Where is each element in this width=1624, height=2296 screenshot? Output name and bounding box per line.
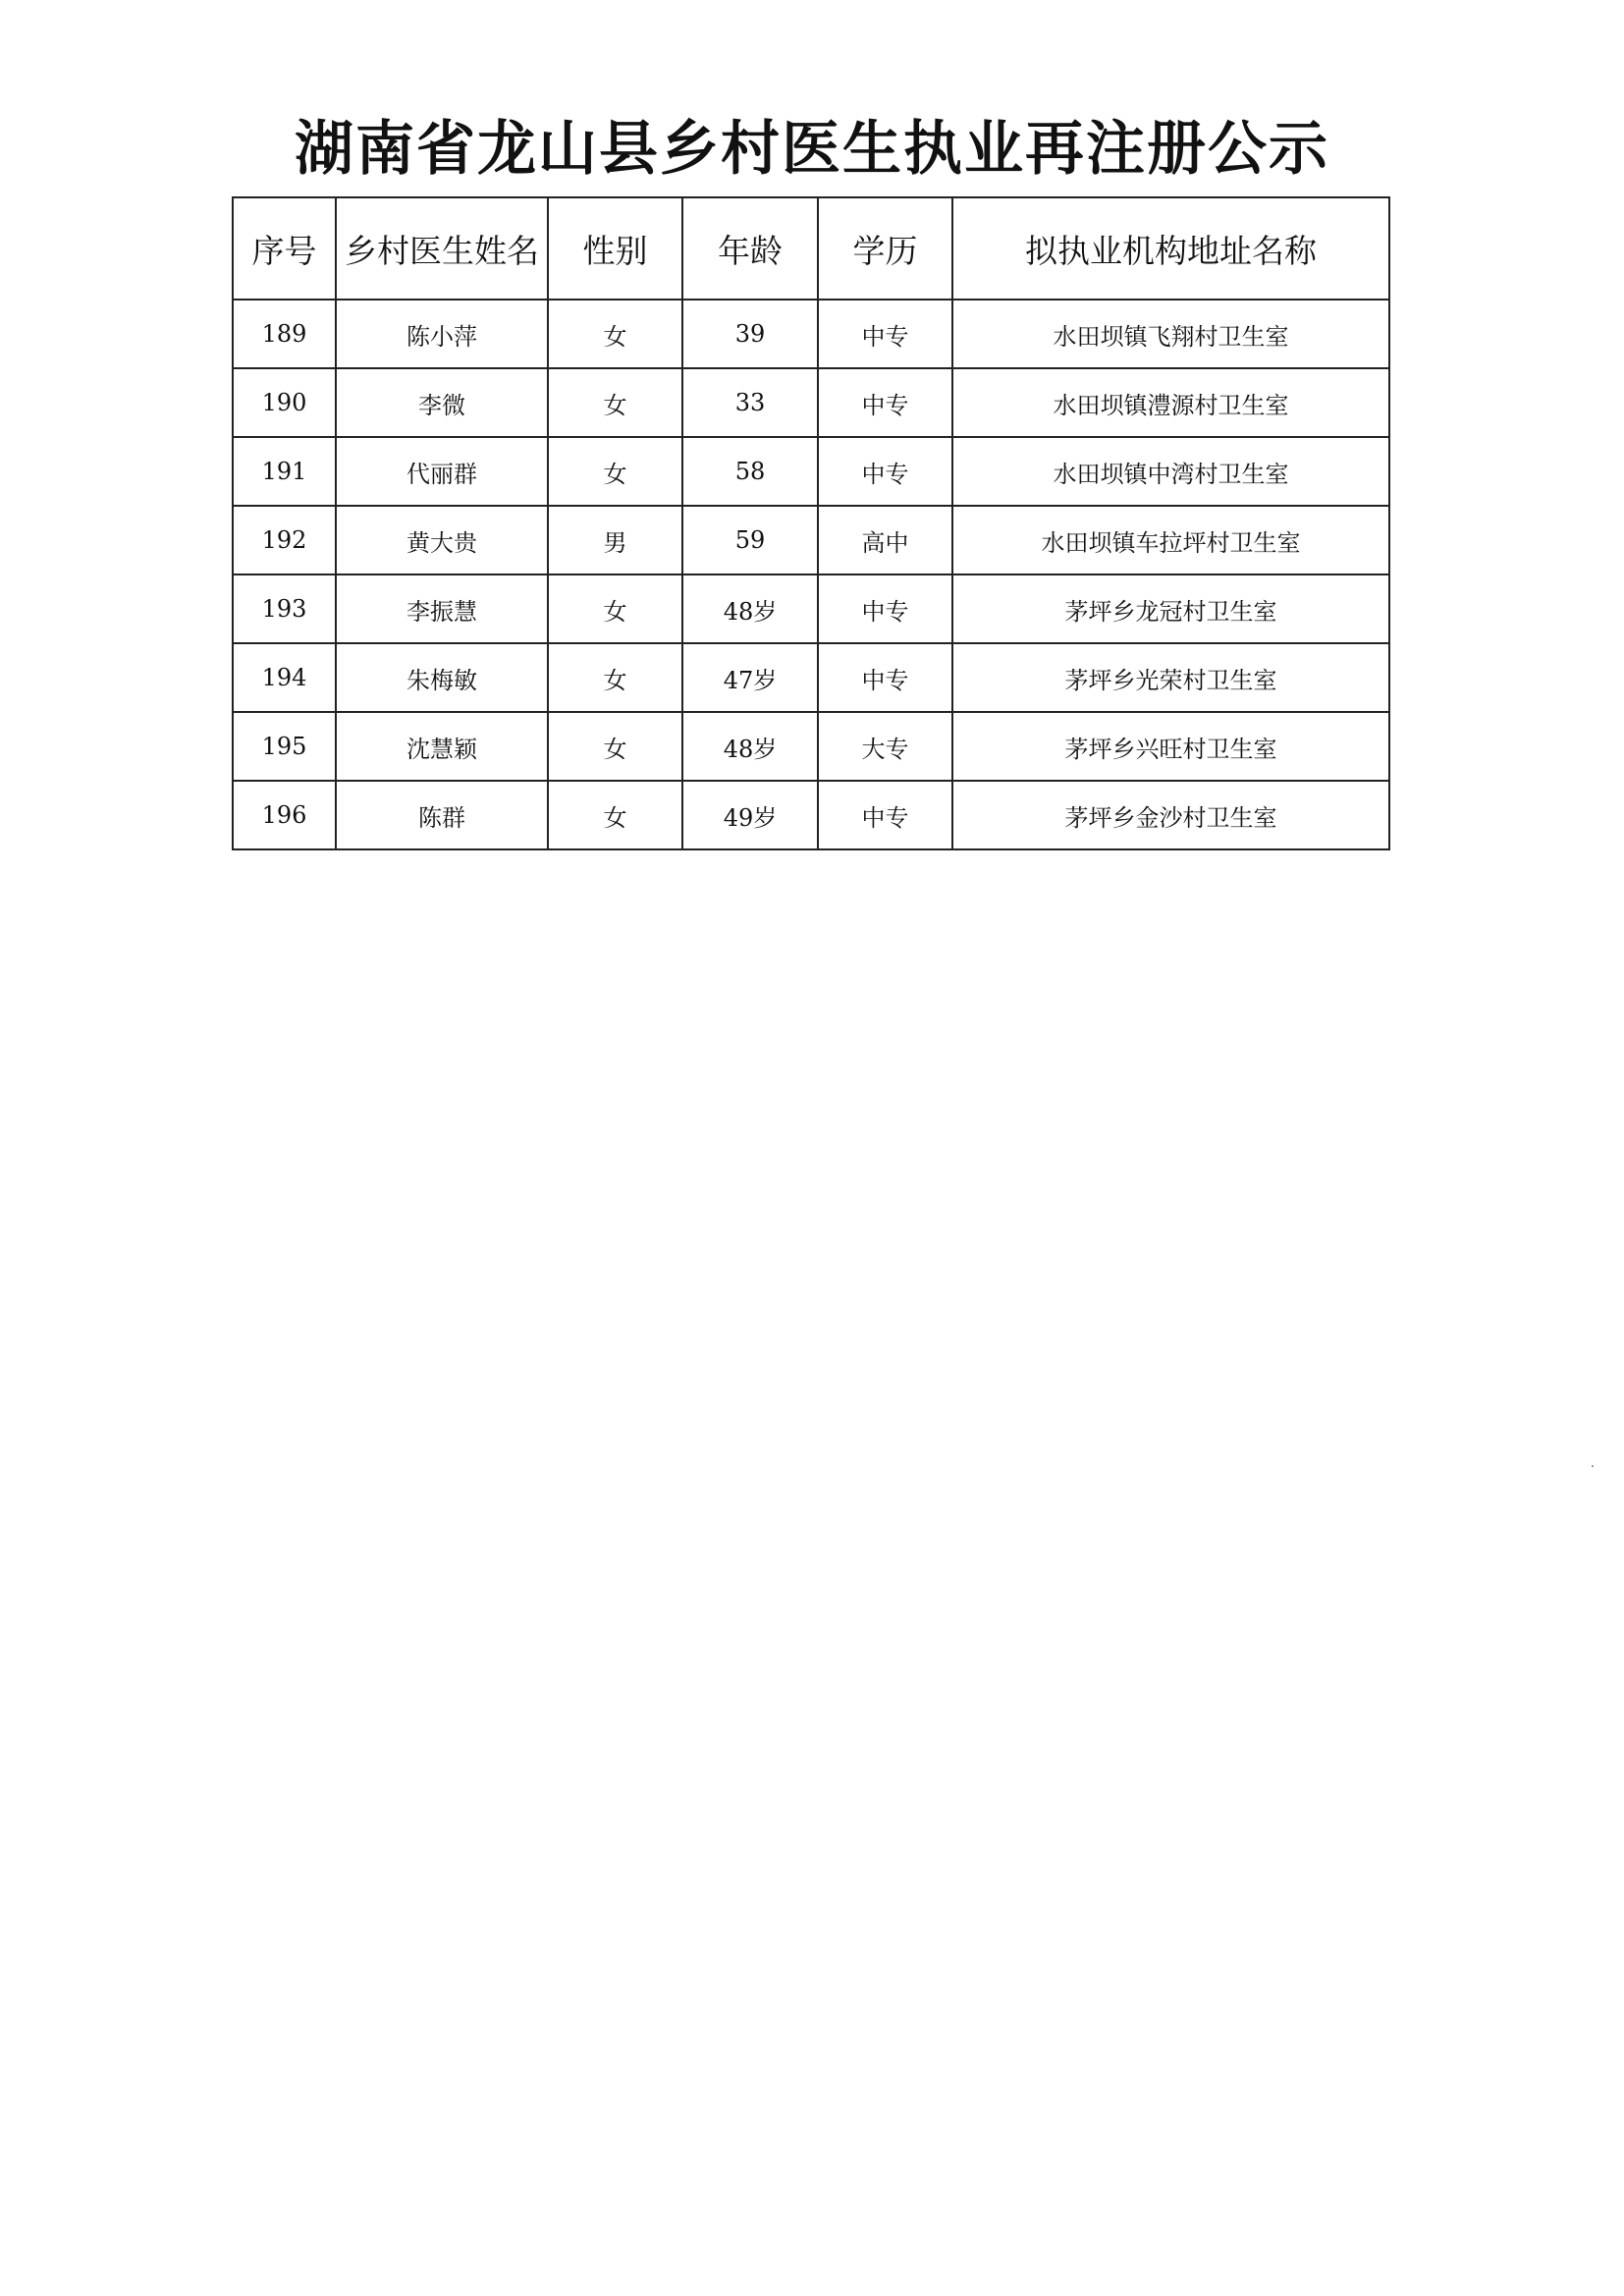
header-education: 学历: [818, 197, 952, 300]
cell-gender: 女: [548, 781, 682, 849]
cell-institution-address: 水田坝镇飞翔村卫生室: [952, 300, 1389, 368]
cell-gender: 女: [548, 368, 682, 437]
cell-education: 中专: [818, 574, 952, 643]
cell-serial-number: 193: [233, 574, 336, 643]
cell-age: 48岁: [682, 574, 818, 643]
cell-gender: 女: [548, 712, 682, 781]
cell-institution-address: 水田坝镇澧源村卫生室: [952, 368, 1389, 437]
cell-institution-address: 水田坝镇车拉坪村卫生室: [952, 506, 1389, 574]
cell-institution-address: 茅坪乡金沙村卫生室: [952, 781, 1389, 849]
cell-gender: 男: [548, 506, 682, 574]
scan-speck: [1592, 1465, 1594, 1467]
table-row: [233, 574, 1389, 643]
table-header: [233, 197, 1389, 300]
cell-gender: 女: [548, 643, 682, 712]
cell-doctor-name: 李微: [336, 368, 548, 437]
cell-age: 48岁: [682, 712, 818, 781]
table-body: [233, 300, 1389, 849]
cell-education: 中专: [818, 300, 952, 368]
cell-serial-number: 196: [233, 781, 336, 849]
cell-institution-address: 水田坝镇中湾村卫生室: [952, 437, 1389, 506]
table-row: [233, 506, 1389, 574]
cell-age: 47岁: [682, 643, 818, 712]
header-gender: 性别: [548, 197, 682, 300]
cell-age: 49岁: [682, 781, 818, 849]
cell-education: 大专: [818, 712, 952, 781]
page-title: 湖南省龙山县乡村医生执业再注册公示: [295, 115, 1329, 184]
cell-age: 39: [682, 300, 818, 368]
cell-serial-number: 192: [233, 506, 336, 574]
cell-gender: 女: [548, 300, 682, 368]
cell-doctor-name: 朱梅敏: [336, 643, 548, 712]
cell-age: 33: [682, 368, 818, 437]
cell-serial-number: 191: [233, 437, 336, 506]
registration-table: [232, 196, 1390, 850]
cell-education: 中专: [818, 437, 952, 506]
cell-doctor-name: 沈慧颖: [336, 712, 548, 781]
table-row: [233, 437, 1389, 506]
cell-gender: 女: [548, 437, 682, 506]
cell-doctor-name: 陈小萍: [336, 300, 548, 368]
table-row: [233, 368, 1389, 437]
header-serial-number: 序号: [233, 197, 336, 300]
cell-education: 中专: [818, 368, 952, 437]
header-institution-address: 拟执业机构地址名称: [952, 197, 1389, 300]
header-row: [233, 197, 1389, 300]
cell-serial-number: 195: [233, 712, 336, 781]
cell-doctor-name: 陈群: [336, 781, 548, 849]
cell-education: 中专: [818, 781, 952, 849]
cell-institution-address: 茅坪乡光荣村卫生室: [952, 643, 1389, 712]
cell-age: 58: [682, 437, 818, 506]
header-doctor-name: 乡村医生姓名: [336, 197, 548, 300]
cell-serial-number: 189: [233, 300, 336, 368]
cell-education: 高中: [818, 506, 952, 574]
cell-serial-number: 194: [233, 643, 336, 712]
table-row: [233, 643, 1389, 712]
cell-institution-address: 茅坪乡龙冠村卫生室: [952, 574, 1389, 643]
cell-gender: 女: [548, 574, 682, 643]
table-row: [233, 300, 1389, 368]
cell-education: 中专: [818, 643, 952, 712]
header-age: 年龄: [682, 197, 818, 300]
cell-doctor-name: 黄大贵: [336, 506, 548, 574]
cell-institution-address: 茅坪乡兴旺村卫生室: [952, 712, 1389, 781]
table-row: [233, 712, 1389, 781]
cell-doctor-name: 李振慧: [336, 574, 548, 643]
cell-age: 59: [682, 506, 818, 574]
cell-serial-number: 190: [233, 368, 336, 437]
cell-doctor-name: 代丽群: [336, 437, 548, 506]
table-row: [233, 781, 1389, 849]
